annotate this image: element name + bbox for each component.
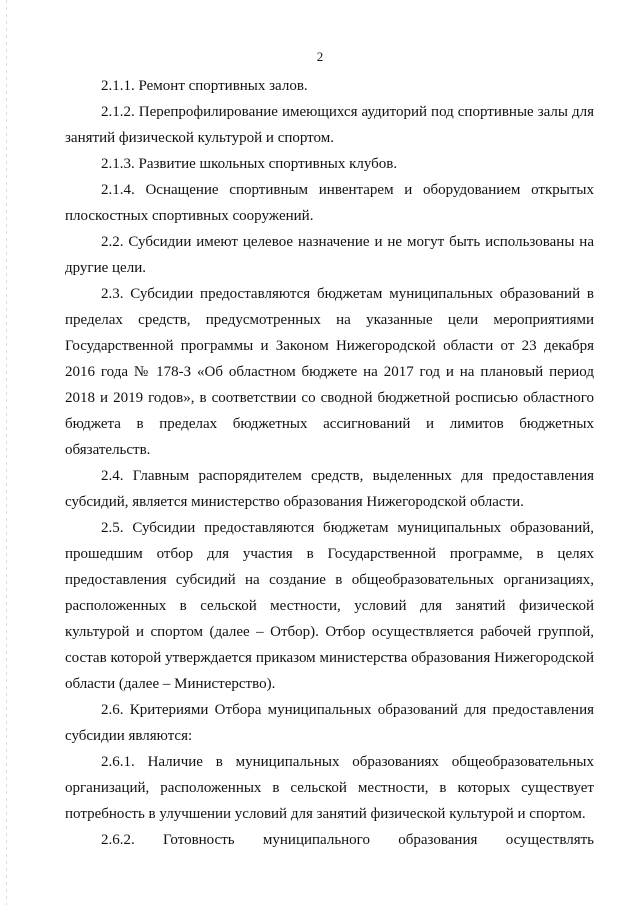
page-number: 2 <box>316 49 324 64</box>
paragraph-2-2: 2.2. Субсидии имеют целевое назначение и не могут быть использованы на другие цели. <box>65 234 594 276</box>
paragraph-2-1-1: 2.1.1. Ремонт спортивных залов. <box>101 78 308 94</box>
paragraph-2-1-3: 2.1.3. Развитие школьных спортивных клубов. <box>101 156 398 172</box>
paragraph-2-4: 2.4. Главным распорядителем средств, выделенных для предоставления субсидий, является министерство образования Нижегородской области. <box>65 468 594 510</box>
paragraph-2-6-1: 2.6.1. Наличие в муниципальных образованиях общеобразовательных организаций, расположенных в сельской местности, в которых существует потребность в улучшении условий для занятий физической культурой и спортом. <box>65 754 594 822</box>
document-body <box>65 73 594 853</box>
paragraph-2-6-2: 2.6.2. Готовность муниципального образования осуществлять <box>101 832 594 848</box>
paragraph-2-3: 2.3. Субсидии предоставляются бюджетам муниципальных образований в пределах средств, предусмотренных на указанные цели мероприятиями Государственной программы и Законом Нижегородской области от 23 декабря 2016 года № 178-З «Об областном бюджете на 2017 год и на плановый период 2018 и 2019 годов», в соответствии со сводной бюджетной росписью областного бюджета в пределах бюджетных ассигнований и лимитов бюджетных обязательств. <box>65 286 594 458</box>
paragraph-2-1-2: 2.1.2. Перепрофилирование имеющихся аудиторий под спортивные залы для занятий физической культурой и спортом. <box>65 104 594 146</box>
paragraph-2-6: 2.6. Критериями Отбора муниципальных образований для предоставления субсидии являются: <box>65 702 594 744</box>
scan-edge-artifact <box>6 0 7 905</box>
paragraph-2-5: 2.5. Субсидии предоставляются бюджетам муниципальных образований, прошедшим отбор для участия в Государственной программе, в целях предоставления субсидий на создание в общеобразовательных организациях, расположенных в сельской местности, условий для занятий физической культурой и спортом (далее – Отбор). Отбор осуществляется рабочей группой, состав которой утверждается приказом министерства образования Нижегородской области (далее – Министерство). <box>65 520 594 692</box>
paragraph-2-1-4: 2.1.4. Оснащение спортивным инвентарем и оборудованием открытых плоскостных спортивных сооружений. <box>65 182 594 224</box>
